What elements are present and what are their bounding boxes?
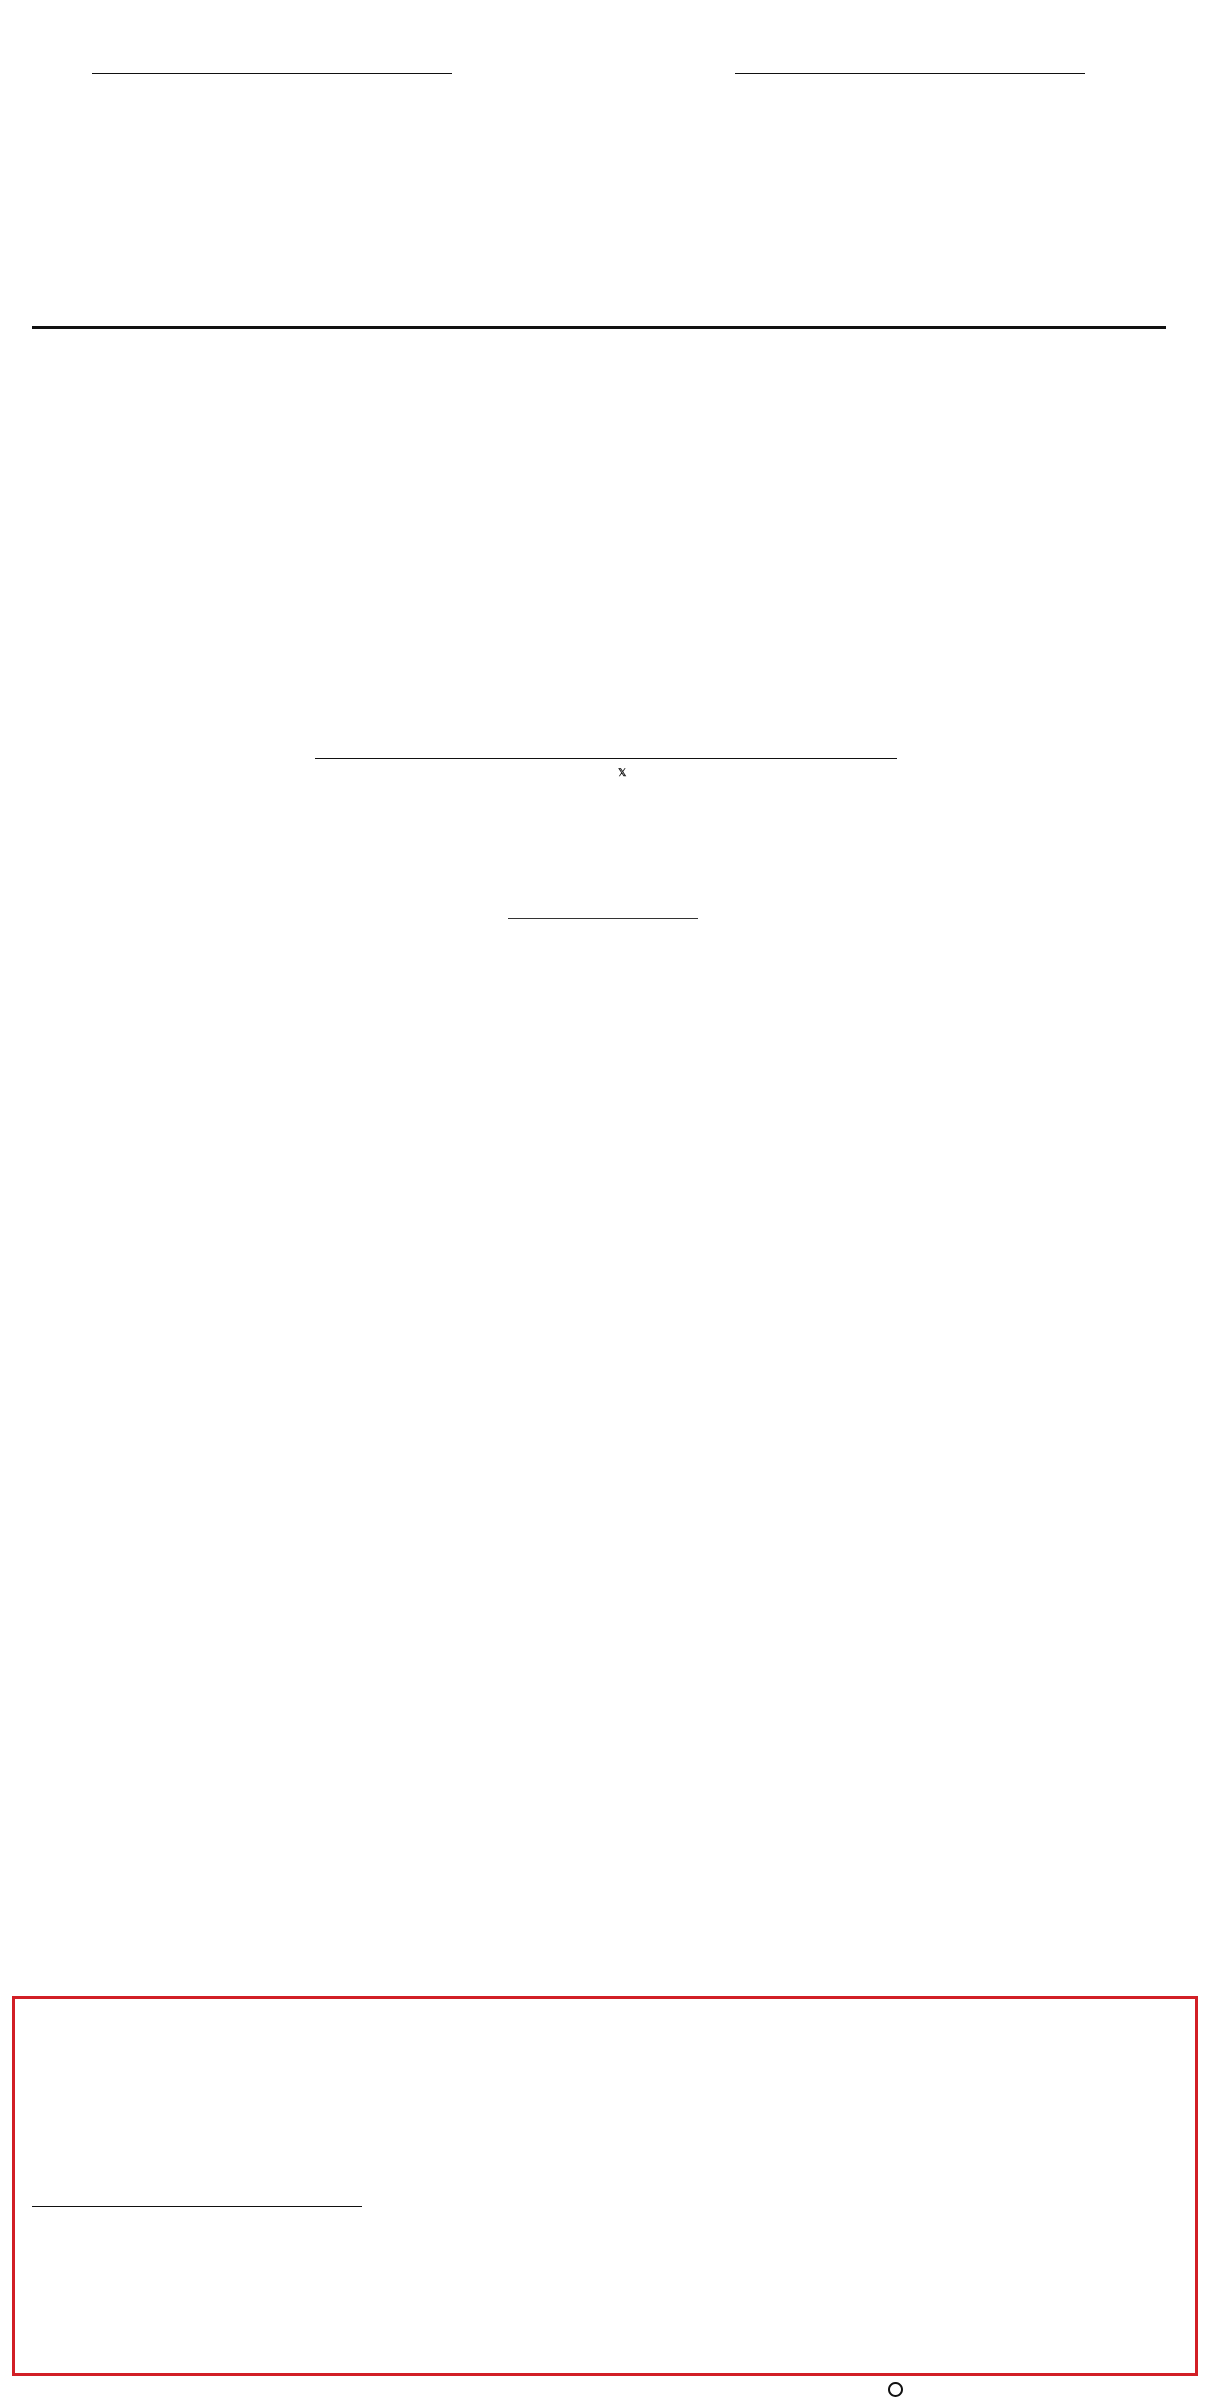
chart-births bbox=[305, 1480, 725, 1620]
table-adolescente bbox=[312, 1812, 732, 1932]
article-column-1 bbox=[72, 490, 278, 492]
chart-variation bbox=[747, 1740, 1167, 1940]
chart-birthrate bbox=[740, 1580, 1170, 1720]
callout-text bbox=[508, 908, 698, 919]
twitter-handle[interactable] bbox=[618, 767, 626, 779]
twitter-icon: 𝕏 bbox=[618, 767, 627, 779]
table-infantil bbox=[312, 1664, 732, 1784]
callout-box bbox=[508, 900, 698, 919]
highlight-frame bbox=[12, 1996, 1198, 2376]
pressreader-logo bbox=[888, 2382, 903, 2400]
article-column-4 bbox=[716, 826, 914, 832]
chart-venezuela bbox=[745, 1470, 1165, 1556]
